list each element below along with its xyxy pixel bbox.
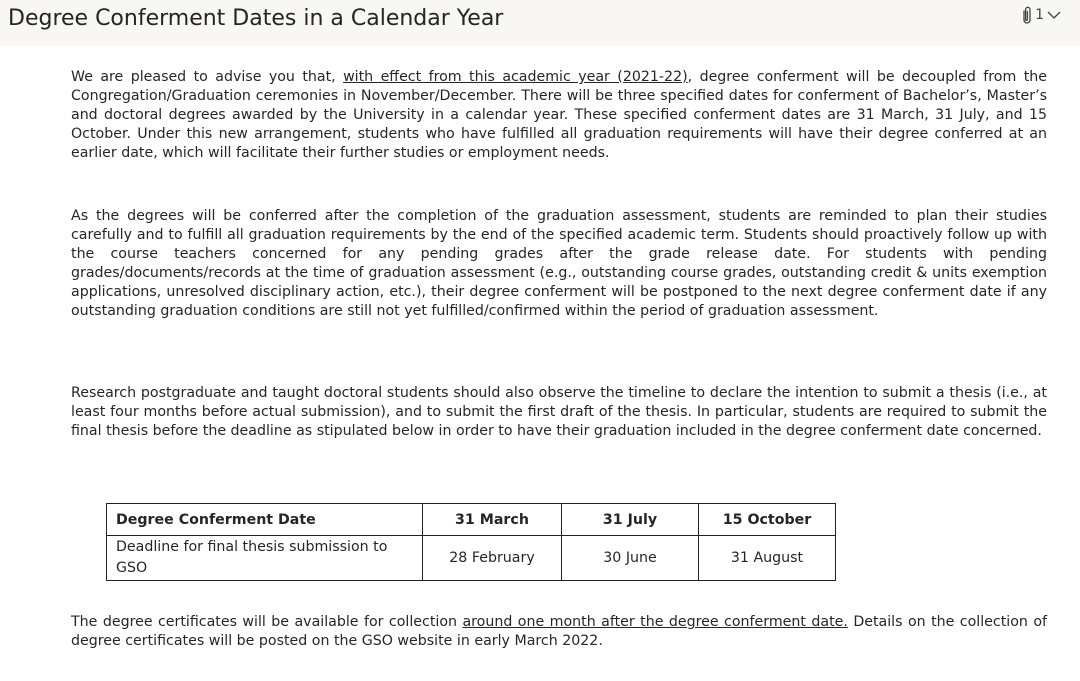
table-cell: Deadline for final thesis submission to GSO (107, 536, 423, 581)
collection-timing-underlined: around one month after the degree conferment date. (462, 614, 848, 630)
table-cell: 30 June (562, 536, 699, 581)
conferment-deadline-table (106, 503, 836, 581)
paragraph-graduation-assessment: As the degrees will be conferred after the completion of the graduation assessment, students are reminded to plan their studies carefully and to fulfill all graduation requirements by the end of the specified academic term. Students should proactively follow up with the course teachers concerned for any pending grades after the grade release date. For students with pending grades/documents/records at the time of graduation assessment (e.g., outstanding course grades, outstanding credit & units exemption applications, unresolved disciplinary action, etc.), their degree conferment will be postponed to the next degree conferment date if any outstanding graduation conditions are still not yet fulfilled/confirmed within the period of graduation assessment. (71, 208, 1047, 319)
table-cell: 28 February (423, 536, 562, 581)
attachment-count: 1 (1035, 7, 1044, 23)
table-header-cell: 31 July (562, 504, 699, 536)
paragraph-certificate-collection: The degree certificates will be available for collection around one month after the degree conferment date. Details on the collection of degree certificates will be posted on the GSO website in early March 2022. (71, 614, 1047, 649)
table-header-cell: Degree Conferment Date (107, 504, 423, 536)
table-cell: 31 August (699, 536, 836, 581)
message-subject: Degree Conferment Dates in a Calendar Year (8, 6, 504, 31)
effective-year-underlined: with effect from this academic year (2021-22) (343, 69, 688, 85)
table-header-row (107, 504, 836, 536)
table-row (107, 536, 836, 581)
attachment-indicator[interactable] (1021, 5, 1062, 25)
table-header-cell: 31 March (423, 504, 562, 536)
paragraph-thesis-timeline: Research postgraduate and taught doctoral students should also observe the timeline to declare the intention to submit a thesis (i.e., at least four months before actual submission), and to submit the first draft of the thesis. In particular, students are required to submit the final thesis before the deadline as stipulated below in order to have their graduation included in the degree conferment date concerned. (71, 385, 1047, 439)
paragraph-conferment-decoupling: We are pleased to advise you that, with effect from this academic year (2021-22), degree conferment will be decoupled from the Congregation/Graduation ceremonies in November/December. There will be three specified dates for conferment of Bachelor’s, Master’s and doctoral degrees awarded by the University in a calendar year. These specified conferment dates are 31 March, 31 July, and 15 October. Under this new arrangement, students who have fulfilled all graduation requirements will have their degree conferred at an earlier date, which will facilitate their further studies or employment needs. (71, 69, 1047, 161)
table-header-cell: 15 October (699, 504, 836, 536)
paperclip-icon (1021, 5, 1033, 25)
chevron-down-icon[interactable] (1046, 9, 1062, 21)
email-header (0, 0, 1080, 46)
